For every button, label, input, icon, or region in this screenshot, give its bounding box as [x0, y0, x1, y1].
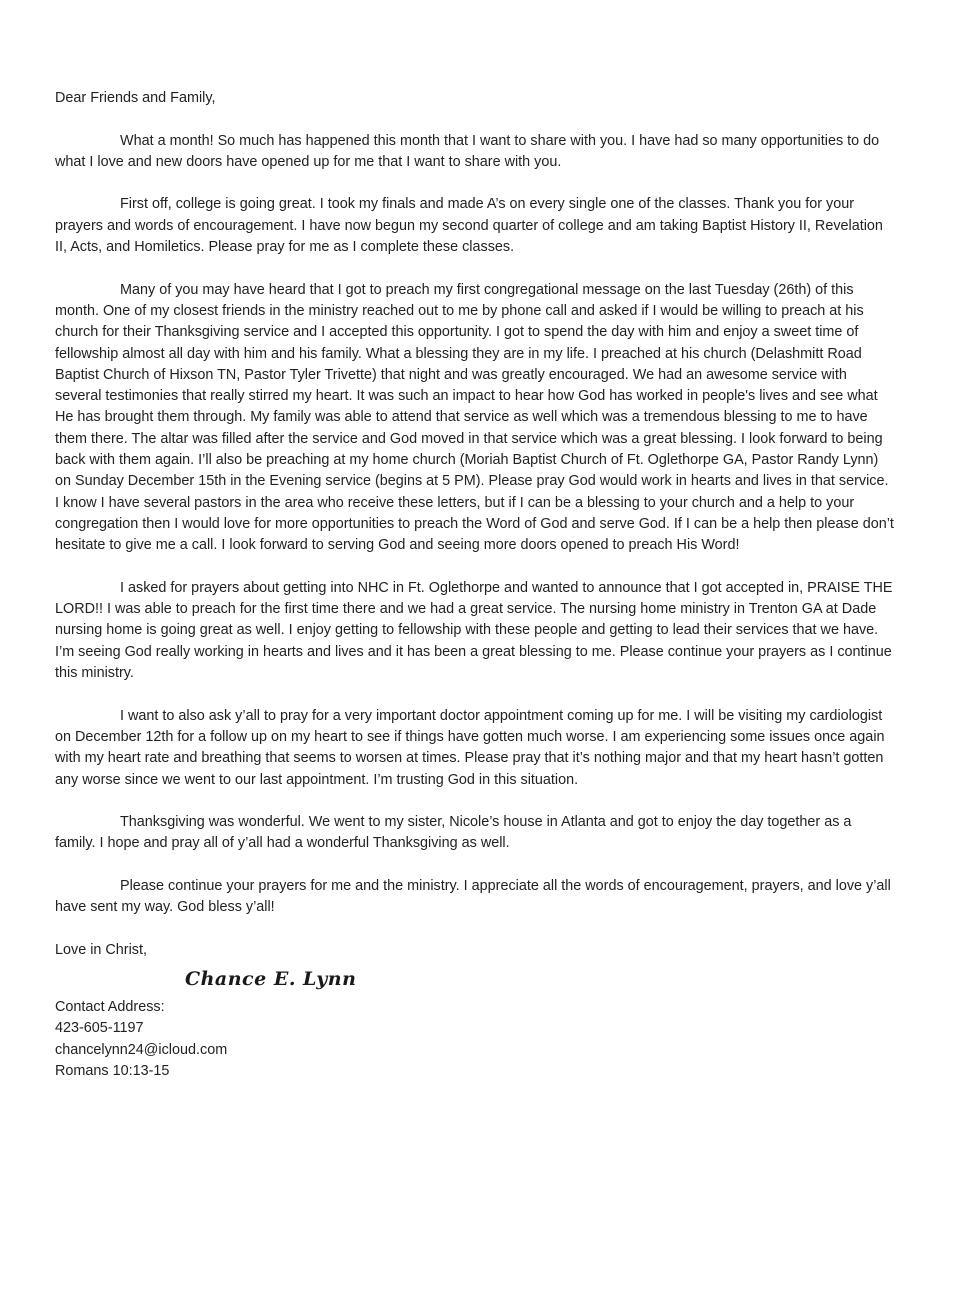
- contact-heading: Contact Address:: [55, 999, 165, 1016]
- paragraph-nursing-home: I asked for prayers about getting into NHC in Ft. Oglethorpe and wanted to announce that I got accepted in, PRAISE THE LORD!! I was able to preach for the first time there and we had a great service. The nursing home ministry in Trenton GA at Dade nursing home is going great as well. I enjoy getting to fellowship with these people and getting to lead their services that we have. I’m seeing God really working in hearts and lives and it has been a great blessing to me. Please continue your prayers as I continue this ministry.: [55, 579, 893, 682]
- letter: [55, 88, 895, 1082]
- contact-verse: Romans 10:13-15: [55, 1063, 170, 1080]
- paragraph-college: First off, college is going great. I took my finals and made A’s on every single one of the classes. Thank you for your prayers and words of encouragement. I have now begun my second quarter of college and am taking Baptist History II, Revelation II, Acts, and Homiletics. Please pray for me as I complete these classes.: [55, 196, 883, 256]
- paragraph-doctor-appointment: I want to also ask y’all to pray for a very important doctor appointment coming up for me. I will be visiting my cardiologist on December 12th for a follow up on my heart to see if things have gotten much worse. I am experiencing some issues once again with my heart rate and breathing that seems to worsen at times. Please pray that it’s nothing major and that my heart hasn’t gotten any worse since we went to our last appointment. I’m trusting God in this situation.: [55, 707, 885, 788]
- paragraph-thanksgiving: Thanksgiving was wonderful. We went to my sister, Nicole’s house in Atlanta and got to enjoy the day together as a family. I hope and pray all of y’all had a wonderful Thanksgiving as well.: [55, 814, 852, 852]
- paragraph-intro: What a month! So much has happened this month that I want to share with you. I have had so many opportunities to do what I love and new doors have opened up for me that I want to share with you.: [55, 132, 880, 170]
- contact-phone: 423-605-1197: [55, 1020, 144, 1037]
- paragraph-prayer-request: Please continue your prayers for me and the ministry. I appreciate all the words of encouragement, prayers, and love y’all have sent my way. God bless y’all!: [55, 877, 891, 916]
- closing: Love in Christ,: [55, 941, 147, 958]
- handwritten-signature: Chance E. Lynn: [185, 968, 357, 991]
- contact-block: [55, 997, 895, 1082]
- paragraph-preaching: Many of you may have heard that I got to preach my first congregational message on the last Tuesday (26th) of this month. One of my closest friends in the ministry reached out to me by phone call and asked if I would be willing to preach at his church for their Thanksgiving service and I accepted this opportunity. I got to spend the day with him and enjoy a sweet time of fellowship almost all day with him and his family. What a blessing they are in my life. I preached at his church (Delashmitt Road Baptist Church of Hixson TN, Pastor Tyler Trivette) that night and was greatly encouraged. We had an awesome service with several testimonies that really stirred my heart. It was such an impact to hear how God has worked in people's lives and see what He has brought them through. My family was able to attend that service as well which was a tremendous blessing to me to have them there. The altar was filled after the service and God moved in that service which was a great blessing. I look forward to being back with them again. I’ll also be preaching at my home church (Moriah Baptist Church of Ft. Oglethorpe GA, Pastor Randy Lynn) on Sunday December 15th in the Evening service (begins at 5 PM). Please pray God would work in hearts and lives in that service. I know I have several pastors in the area who receive these letters, but if I can be a blessing to your church and a help to your congregation then I would love for more opportunities to preach the Word of God and serve God. If I can be a help then please don’t hesitate to give me a call. I look forward to serving God and seeing more doors opened to preach His Word!: [55, 281, 894, 554]
- contact-email: chancelynn24@icloud.com: [55, 1041, 228, 1058]
- salutation: Dear Friends and Family,: [55, 90, 216, 106]
